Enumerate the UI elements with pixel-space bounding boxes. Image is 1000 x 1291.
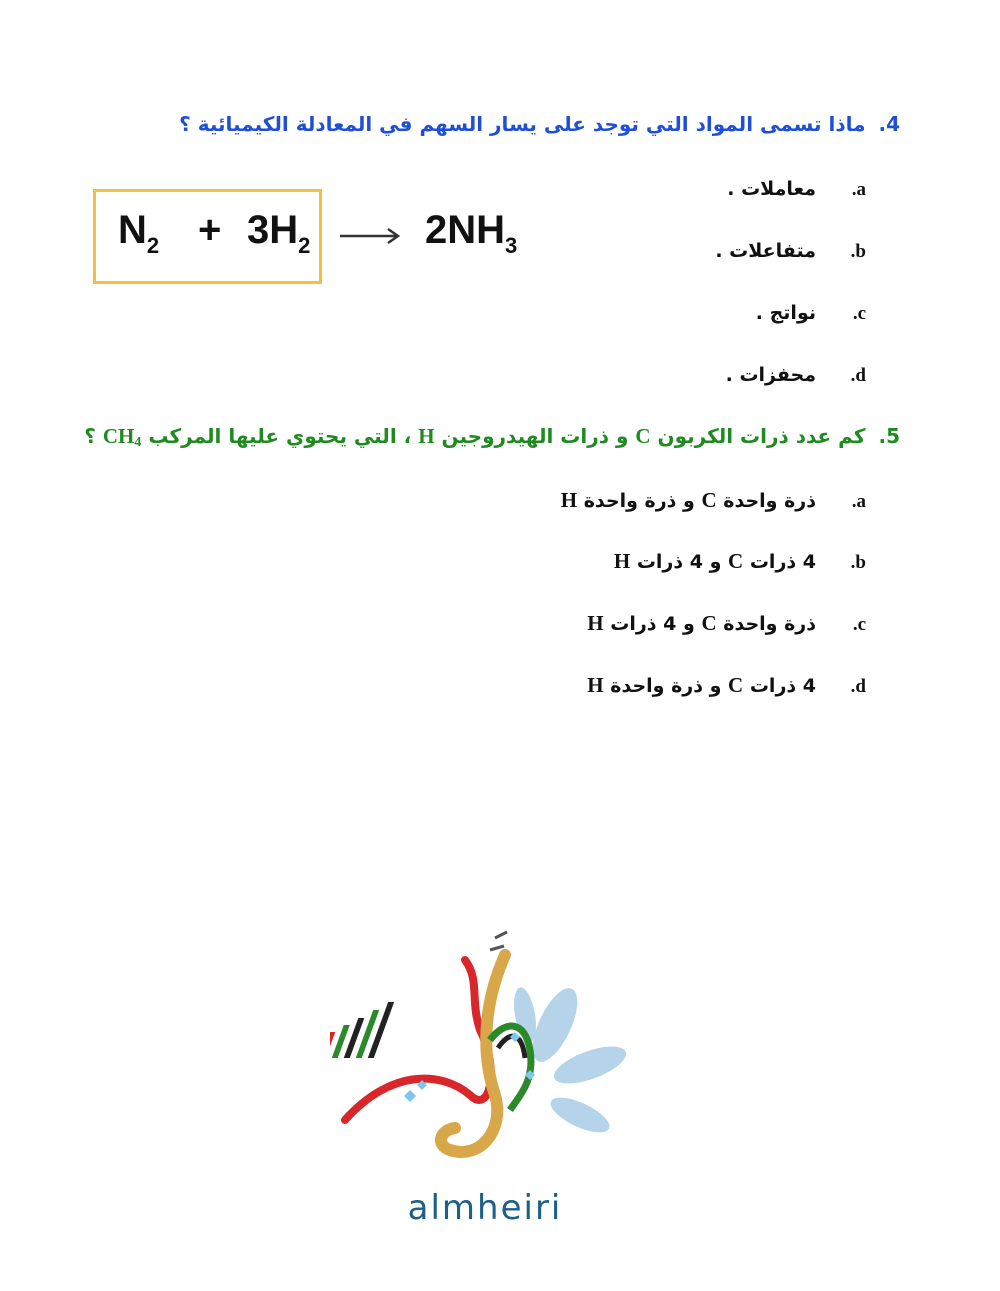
option-letter: a. <box>851 491 866 512</box>
equation-reactant-2: $3H_2$ <box>247 208 311 258</box>
option-text-2: و ذرة واحدة <box>583 490 695 512</box>
question-5-carbon: C <box>635 424 651 448</box>
option-letter: c. <box>852 303 866 324</box>
question-5-option-c[interactable] <box>587 611 866 636</box>
question-4-option-c[interactable] <box>756 302 866 325</box>
option-text-1: ذرة واحدة <box>723 613 816 635</box>
question-4-title <box>179 112 900 136</box>
almheiri-logo-icon <box>330 920 640 1190</box>
question-5-hydrogen: H <box>418 424 435 448</box>
question-4-text: ماذا تسمى المواد التي توجد على يسار السهم في المعادلة الكيميائية ؟ <box>179 112 866 136</box>
option-text-1: 4 ذرات <box>749 551 816 573</box>
question-4-option-a[interactable] <box>727 178 866 201</box>
option-text-2: و ذرة واحدة <box>610 675 722 697</box>
option-text-2: و 4 ذرات <box>636 551 722 573</box>
option-element-1: C <box>728 549 744 573</box>
equation-plus: + <box>198 208 222 252</box>
option-text: نواتج . <box>755 302 816 324</box>
equation-reactant-1: $N_2$ <box>118 208 160 258</box>
option-letter: b. <box>850 552 866 573</box>
option-element-2: H <box>587 673 604 697</box>
question-5-text-3: ، التي يحتوي عليها المركب <box>148 424 412 448</box>
equation-product: $2NH_3$ <box>425 208 518 258</box>
question-5-option-d[interactable] <box>587 673 866 698</box>
logo-text: almheiri <box>407 1188 563 1228</box>
question-5-option-b[interactable] <box>614 549 866 574</box>
question-5-number: 5. <box>878 424 900 448</box>
option-element-1: C <box>728 673 744 697</box>
question-5-text-1: كم عدد ذرات الكربون <box>657 424 866 448</box>
option-element-2: H <box>587 611 604 635</box>
option-letter: a. <box>851 179 866 200</box>
option-text-2: و 4 ذرات <box>610 613 695 635</box>
reaction-arrow-icon <box>338 226 404 246</box>
option-text: محفزات . <box>725 364 816 386</box>
question-4-option-d[interactable] <box>726 364 866 387</box>
question-5-compound: $CH_4$ <box>102 424 142 450</box>
option-letter: c. <box>852 614 866 635</box>
option-text: متفاعلات . <box>715 240 816 262</box>
option-element-2: H <box>560 488 578 512</box>
question-4-option-b[interactable] <box>715 240 866 263</box>
option-element-2: H <box>613 549 631 573</box>
option-letter: b. <box>850 241 866 262</box>
question-4-number: 4. <box>878 112 900 136</box>
option-text-1: 4 ذرات <box>749 675 816 697</box>
almheiri-logo <box>330 920 640 1240</box>
question-5-title <box>84 424 900 451</box>
option-element-1: C <box>701 488 717 512</box>
option-element-1: C <box>701 611 717 635</box>
question-5-option-a[interactable] <box>561 488 866 513</box>
option-text-1: ذرة واحدة <box>723 490 816 512</box>
question-5-text-2: و ذرات الهيدروجين <box>441 424 629 448</box>
option-letter: d. <box>850 676 866 697</box>
option-text: معاملات . <box>727 178 816 200</box>
question-5-qmark: ؟ <box>84 424 96 448</box>
option-letter: d. <box>850 365 866 386</box>
